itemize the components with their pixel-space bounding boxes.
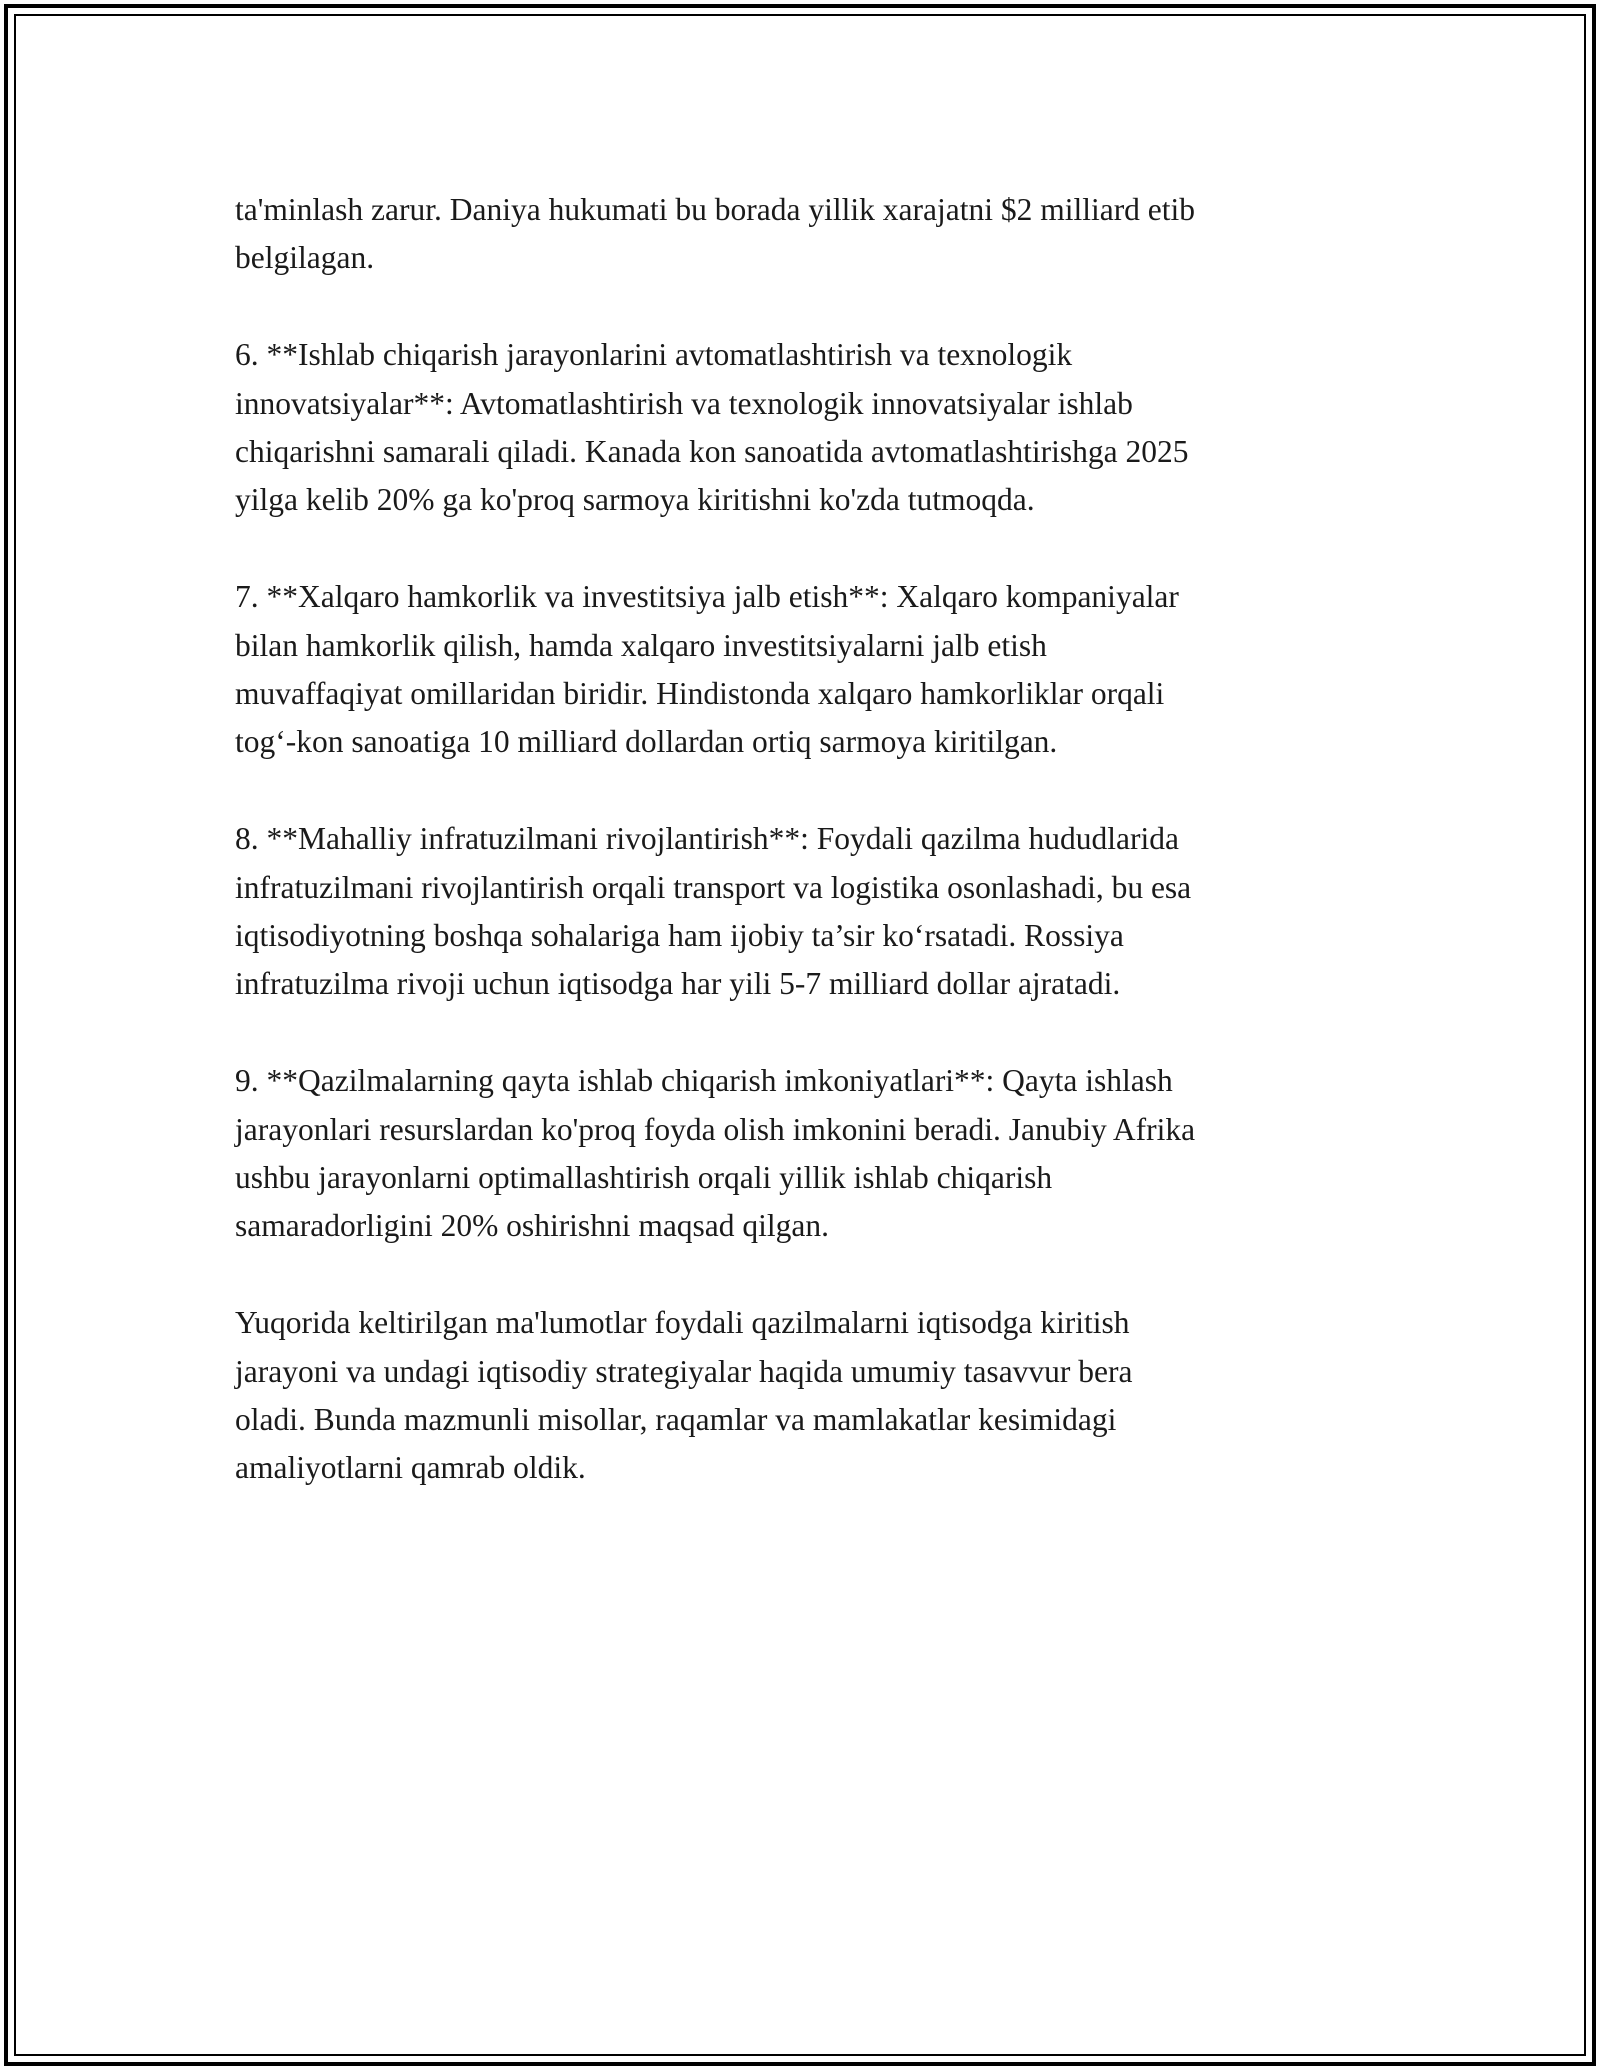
paragraph-continuation: ta'minlash zarur. Daniya hukumati bu borada yillik xarajatni $2 milliard etib belgilagan. [235,192,1196,276]
paragraph-item-8: 8. **Mahalliy infratuzilmani rivojlantirish**: Foydali qazilma hududlarida infratuzilmani rivojlantirish orqali transport va logistika osonlashadi, bu esa iqtisodiyotning boshqa sohalariga ham ijobiy ta’sir ko‘rsatadi. Rossiya infratuzilma rivoji uchun iqtisodga har yili 5-7 milliard dollar ajratadi. [235,821,1192,1002]
paragraph-item-7: 7. **Xalqaro hamkorlik va investitsiya jalb etish**: Xalqaro kompaniyalar bilan hamkorlik qilish, hamda xalqaro investitsiyalarni jalb etish muvaffaqiyat omillaridan biridir. Hindistonda xalqaro hamkorliklar orqali tog‘-kon sanoatiga 10 milliard dollardan ortiq sarmoya kiritilgan. [235,579,1179,760]
paragraph-item-6: 6. **Ishlab chiqarish jarayonlarini avtomatlashtirish va texnologik innovatsiyalar**: Avtomatlashtirish va texnologik innovatsiyalar ishlab chiqarishni samarali qiladi. Kanada kon sanoatida avtomatlashtirishga 2025 yilga kelib 20% ga ko'proq sarmoya kiritishni ko'zda tutmoqda. [235,337,1189,518]
paragraph-item-9: 9. **Qazilmalarning qayta ishlab chiqarish imkoniyatlari**: Qayta ishlash jarayonlari resurslardan ko'proq foyda olish imkonini beradi. Janubiy Afrika ushbu jarayonlarni optimallashtirish orqali yillik ishlab chiqarish samaradorligini 20% oshirishni maqsad qilgan. [235,1063,1196,1244]
document-body [235,186,1365,1541]
paragraph-conclusion: Yuqorida keltirilgan ma'lumotlar foydali qazilmalarni iqtisodga kiritish jarayoni va undagi iqtisodiy strategiyalar haqida umumiy tasavvur bera oladi. Bunda mazmunli misollar, raqamlar va mamlakatlar kesimidagi amaliyotlarni qamrab oldik. [235,1305,1133,1486]
